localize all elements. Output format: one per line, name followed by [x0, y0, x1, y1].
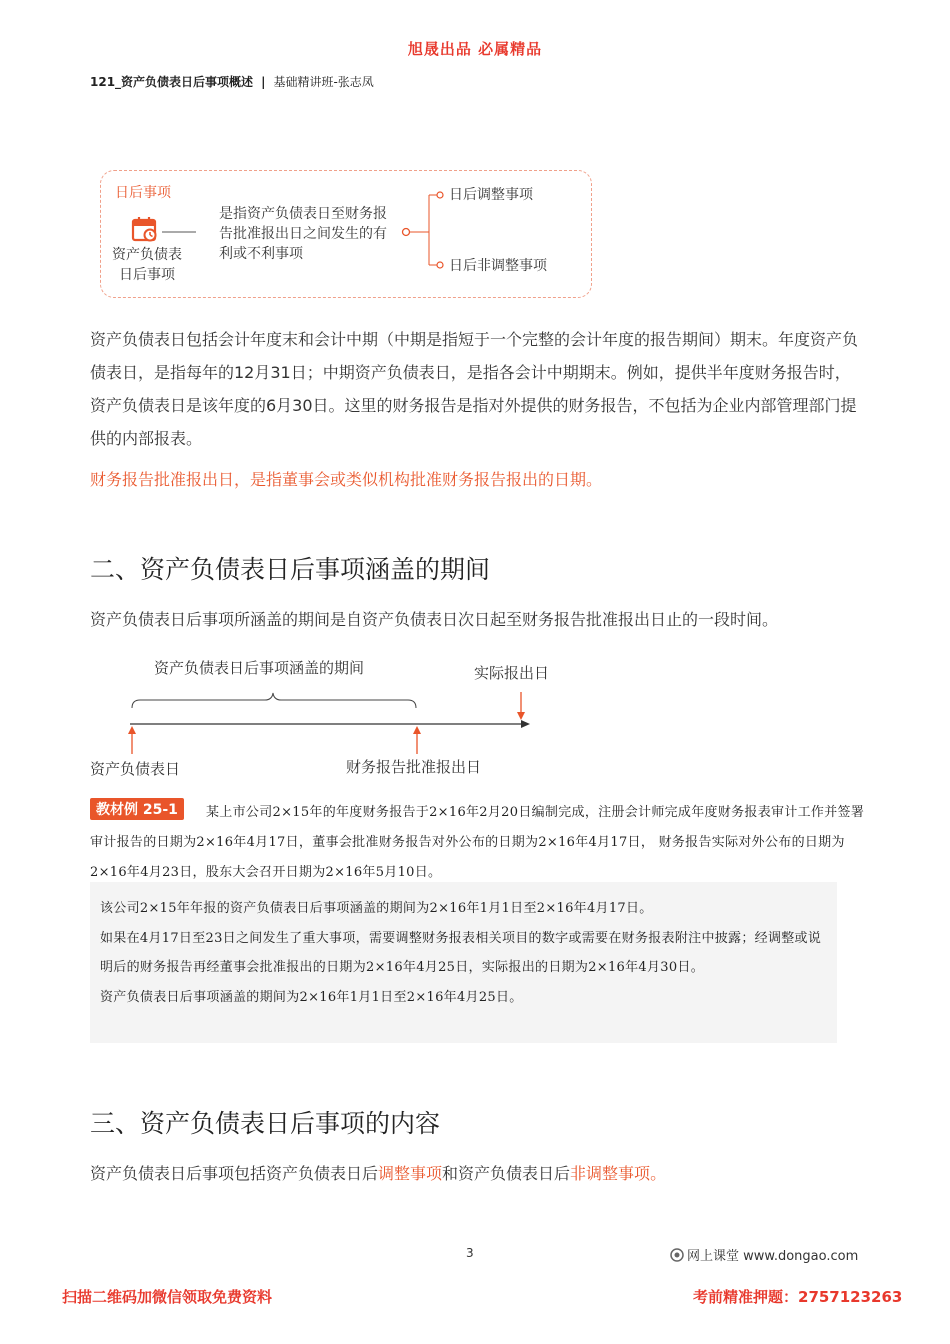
section-heading-2: 二、资产负债表日后事项涵盖的期间 — [90, 555, 491, 584]
timeline-approval-label: 财务报告批准报出日 — [346, 758, 482, 776]
highlight-non-adjusting: 非调整事项 — [570, 1164, 651, 1183]
section-heading-3: 三、资产负债表日后事项的内容 — [90, 1109, 441, 1138]
concept-definition: 是指资产负债表日至财务报告批准报出日之间发生的有利或不利事项 — [219, 206, 387, 262]
page-number: 3 — [466, 1246, 474, 1260]
answer-line-2: 如果在4月17日至23日之间发生了重大事项，需要调整财务报表相关项目的数字或需要在财务报表附注中披露；经调整或说明后的财务报告再经董事会批准报出的日期为2×16年4月25日，实际报出的日期为2×16年4月30日。 — [100, 930, 822, 975]
timeline-actual-date-label: 实际报出日 — [474, 664, 550, 682]
site-brand — [670, 1245, 858, 1264]
concept-term: 资产负债表 日后事项 — [112, 247, 182, 283]
example-answer-box — [90, 882, 837, 1043]
top-banner: 旭晟出品 必属精品 — [407, 40, 543, 58]
example-text: 某上市公司2×15年的年度财务报告于2×16年2月20日编制完成，注册会计师完成年度财务报表审计工作并签署审计报告的日期为2×16年4月17日，董事会批准财务报告对外公布的日期为2×16年4月17日， 财务报告实际对外公布的日期为2×16年4月23日，股东大会召开日期为2×16年5月10日。 — [90, 805, 865, 880]
paragraph-balance-sheet-date: 资产负债表日包括会计年度末和会计中期（中期是指短于一个完整的会计年度的报告期间）期末。年度资产负债表日，是指每年的12月31日；中期资产负债表日，是指各会计中期期末。例如，提供半年度财务报告时，资产负债表日是该年度的6月30日。这里的财务报告是指对外提供的财务报告，不包括为企业内部管理部门提供的内部报表。 — [90, 330, 859, 448]
lesson-title: 121_资产负债表日后事项概述 — [90, 75, 254, 89]
answer-line-3: 资产负债表日后事项涵盖的期间为2×16年1月1日至2×16年4月25日。 — [100, 989, 523, 1005]
header-separator: | — [261, 75, 266, 89]
example-tag: 教材例 25-1 — [90, 798, 184, 820]
calendar-icon — [130, 214, 160, 244]
answer-line-1: 该公司2×15年年报的资产负债表日后事项涵盖的期间为2×16年1月1日至2×16年4月17日。 — [100, 901, 653, 916]
course-name: 基础精讲班-张志凤 — [273, 75, 374, 89]
branch-non-adjusting-events: 日后非调整事项 — [449, 258, 547, 274]
site-url[interactable]: 网上课堂 www.dongao.com — [687, 1249, 859, 1264]
section-3-text: 资产负债表日后事项包括资产负债表日后调整事项和资产负债表日后非调整事项。 — [90, 1164, 667, 1183]
section-2-text: 资产负债表日后事项所涵盖的期间是自资产负债表日次日起至财务报告批准报出日止的一段时间。 — [90, 610, 779, 629]
concept-tag: 日后事项 — [115, 185, 171, 201]
timeline-start-label: 资产负债表日 — [90, 760, 181, 778]
document-header — [90, 73, 374, 90]
timeline-brace-label: 资产负债表日后事项涵盖的期间 — [154, 659, 365, 677]
highlight-adjusting: 调整事项 — [378, 1164, 443, 1183]
timeline-diagram — [120, 680, 540, 760]
branch-adjusting-events: 日后调整事项 — [449, 187, 533, 203]
brand-logo-icon — [670, 1248, 684, 1262]
footer-promo-left: 扫描二维码加微信领取免费资料 — [62, 1288, 273, 1306]
footer-promo-right: 考前精准押题：2757123263 — [693, 1288, 903, 1306]
paragraph-approval-date: 财务报告批准报出日，是指董事会或类似机构批准财务报告报出的日期。 — [90, 470, 603, 489]
